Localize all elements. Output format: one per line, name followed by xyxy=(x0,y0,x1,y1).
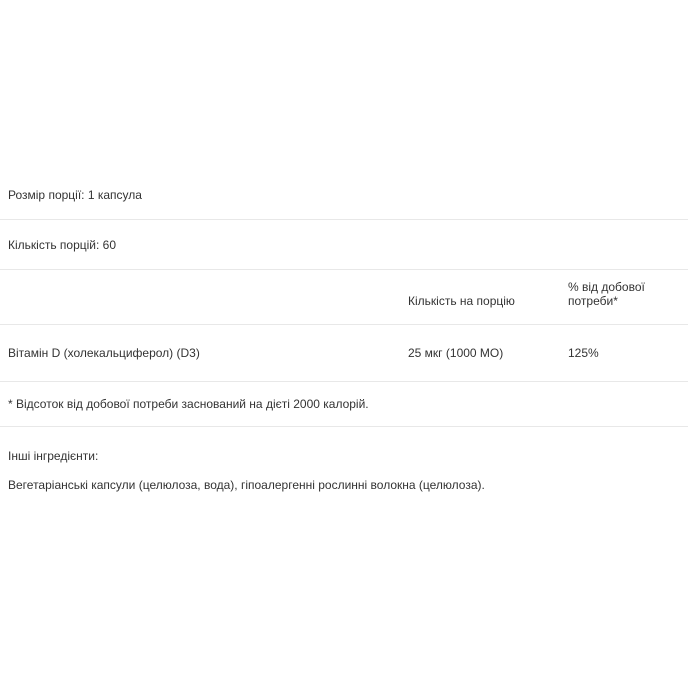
table-header-row xyxy=(0,270,688,325)
nutrient-amount: 25 мкг (1000 МО) xyxy=(408,346,504,360)
column-header-amount: Кількість на порцію xyxy=(408,294,515,308)
table-row xyxy=(0,325,688,382)
nutrient-daily-value: 125% xyxy=(568,346,599,360)
serving-size-text: Розмір порції: 1 капсула xyxy=(8,187,142,202)
other-ingredients-title: Інші інгредієнти: xyxy=(8,449,99,463)
servings-per-container-text: Кількість порцій: 60 xyxy=(8,237,117,252)
nutrient-name: Вітамін D (холекальциферол) (D3) xyxy=(8,346,200,360)
serving-size-row xyxy=(0,170,688,220)
servings-per-container-row xyxy=(0,220,688,270)
other-ingredients-text: Вегетаріанські капсули (целюлоза, вода), гіпоалергенні рослинні волокна (целюлоза). xyxy=(8,478,485,492)
other-ingredients-block xyxy=(0,427,688,494)
daily-value-footnote: * Відсоток від добової потреби заснований на дієті 2000 калорій. xyxy=(8,397,369,411)
column-header-daily-value: % від добової потреби* xyxy=(568,280,645,308)
footnote-row xyxy=(0,382,688,427)
